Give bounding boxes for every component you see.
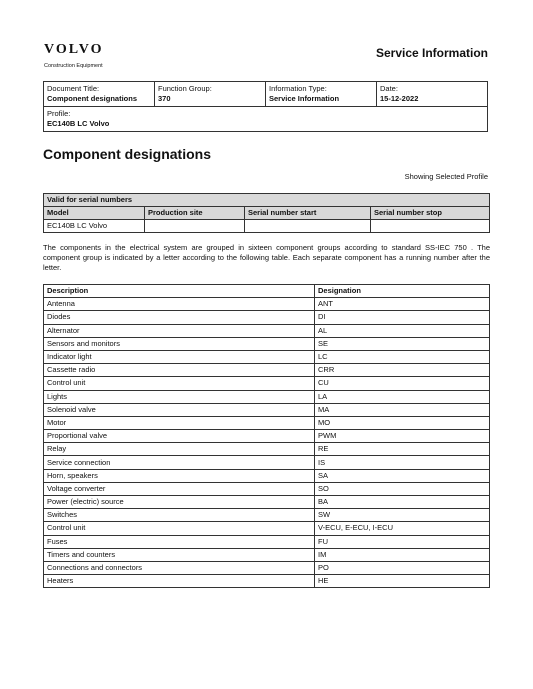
- designation-cell: HE: [315, 575, 490, 588]
- table-row: [44, 403, 490, 416]
- function-group-value: 370: [158, 94, 171, 103]
- date-value: 15-12-2022: [380, 94, 419, 103]
- description-cell: Diodes: [44, 311, 315, 324]
- table-row: [44, 350, 490, 363]
- designation-cell: ANT: [315, 298, 490, 311]
- profile-value: EC140B LC Volvo: [47, 119, 110, 128]
- designation-cell: SA: [315, 469, 490, 482]
- table-row: [44, 456, 490, 469]
- table-row: [44, 482, 490, 495]
- description-cell: Sensors and monitors: [44, 337, 315, 350]
- table-row: [44, 364, 490, 377]
- designation-cell: PO: [315, 561, 490, 574]
- function-group-cell: [155, 82, 266, 107]
- description-cell: Service connection: [44, 456, 315, 469]
- table-row: [44, 377, 490, 390]
- designation-cell: FU: [315, 535, 490, 548]
- table-row: [44, 548, 490, 561]
- designation-cell: SO: [315, 482, 490, 495]
- designation-cell: MA: [315, 403, 490, 416]
- serial-cell-production-site: [145, 220, 245, 233]
- table-row: [44, 298, 490, 311]
- designation-cell: CU: [315, 377, 490, 390]
- description-cell: Heaters: [44, 575, 315, 588]
- doc-title-label: Document Title:: [47, 84, 100, 93]
- serial-header-start: Serial number start: [245, 207, 371, 220]
- serial-cell-model: EC140B LC Volvo: [44, 220, 145, 233]
- description-cell: Motor: [44, 416, 315, 429]
- header-description: Description: [44, 285, 315, 298]
- date-cell: [377, 82, 488, 107]
- designation-cell: IM: [315, 548, 490, 561]
- serial-header-model: Model: [44, 207, 145, 220]
- description-cell: Horn, speakers: [44, 469, 315, 482]
- serial-cell-stop: [371, 220, 490, 233]
- serial-header-production-site: Production site: [145, 207, 245, 220]
- designation-cell: IS: [315, 456, 490, 469]
- table-row: [44, 561, 490, 574]
- description-cell: Power (electric) source: [44, 496, 315, 509]
- header-designation: Designation: [315, 285, 490, 298]
- designation-cell: MO: [315, 416, 490, 429]
- table-row: [44, 430, 490, 443]
- description-cell: Fuses: [44, 535, 315, 548]
- page-title: Component designations: [43, 146, 211, 162]
- info-type-cell: [266, 82, 377, 107]
- intro-paragraph: The components in the electrical system are grouped in sixteen component groups according to standard SS-IEC 750 . The component group is indicated by a letter according to the following table. Each separate component has a running number after the letter.: [43, 243, 490, 272]
- designation-cell: AL: [315, 324, 490, 337]
- designation-cell: PWM: [315, 430, 490, 443]
- description-cell: Cassette radio: [44, 364, 315, 377]
- table-row: [44, 496, 490, 509]
- serial-cell-start: [245, 220, 371, 233]
- function-group-label: Function Group:: [158, 84, 212, 93]
- table-row: [44, 535, 490, 548]
- description-cell: Antenna: [44, 298, 315, 311]
- designation-cell: CRR: [315, 364, 490, 377]
- serial-section-label: Valid for serial numbers: [44, 194, 490, 207]
- table-row: [44, 390, 490, 403]
- description-cell: Lights: [44, 390, 315, 403]
- designation-cell: SW: [315, 509, 490, 522]
- doc-title-value: Component designations: [47, 94, 137, 103]
- serial-header-stop: Serial number stop: [371, 207, 490, 220]
- designations-table: [43, 284, 490, 588]
- description-cell: Control unit: [44, 522, 315, 535]
- table-row: [44, 469, 490, 482]
- description-cell: Connections and connectors: [44, 561, 315, 574]
- designation-cell: V-ECU, E-ECU, I-ECU: [315, 522, 490, 535]
- info-type-label: Information Type:: [269, 84, 327, 93]
- serial-numbers-table: [43, 193, 490, 233]
- info-type-value: Service Information: [269, 94, 340, 103]
- table-row: [44, 337, 490, 350]
- service-information-title: Service Information: [375, 46, 488, 60]
- table-row: [44, 509, 490, 522]
- logo-subtitle: Construction Equipment: [44, 63, 103, 69]
- volvo-logo: VOLVO: [44, 42, 104, 57]
- description-cell: Proportional valve: [44, 430, 315, 443]
- designation-cell: RE: [315, 443, 490, 456]
- date-label: Date:: [380, 84, 398, 93]
- table-row: [44, 324, 490, 337]
- document-info-table: [43, 81, 488, 132]
- description-cell: Solenoid valve: [44, 403, 315, 416]
- doc-title-cell: [44, 82, 155, 107]
- table-row: [44, 443, 490, 456]
- showing-selected-profile: Showing Selected Profile: [404, 172, 488, 181]
- profile-label: Profile:: [47, 109, 71, 118]
- designation-cell: LC: [315, 350, 490, 363]
- description-cell: Voltage converter: [44, 482, 315, 495]
- description-cell: Indicator light: [44, 350, 315, 363]
- table-row: [44, 522, 490, 535]
- designation-cell: SE: [315, 337, 490, 350]
- description-cell: Alternator: [44, 324, 315, 337]
- table-row: [44, 416, 490, 429]
- description-cell: Relay: [44, 443, 315, 456]
- description-cell: Timers and counters: [44, 548, 315, 561]
- profile-cell: [44, 107, 488, 132]
- designations-header-row: [44, 285, 490, 298]
- table-row: [44, 575, 490, 588]
- description-cell: Control unit: [44, 377, 315, 390]
- table-row: [44, 311, 490, 324]
- designation-cell: LA: [315, 390, 490, 403]
- designation-cell: DI: [315, 311, 490, 324]
- designation-cell: BA: [315, 496, 490, 509]
- description-cell: Switches: [44, 509, 315, 522]
